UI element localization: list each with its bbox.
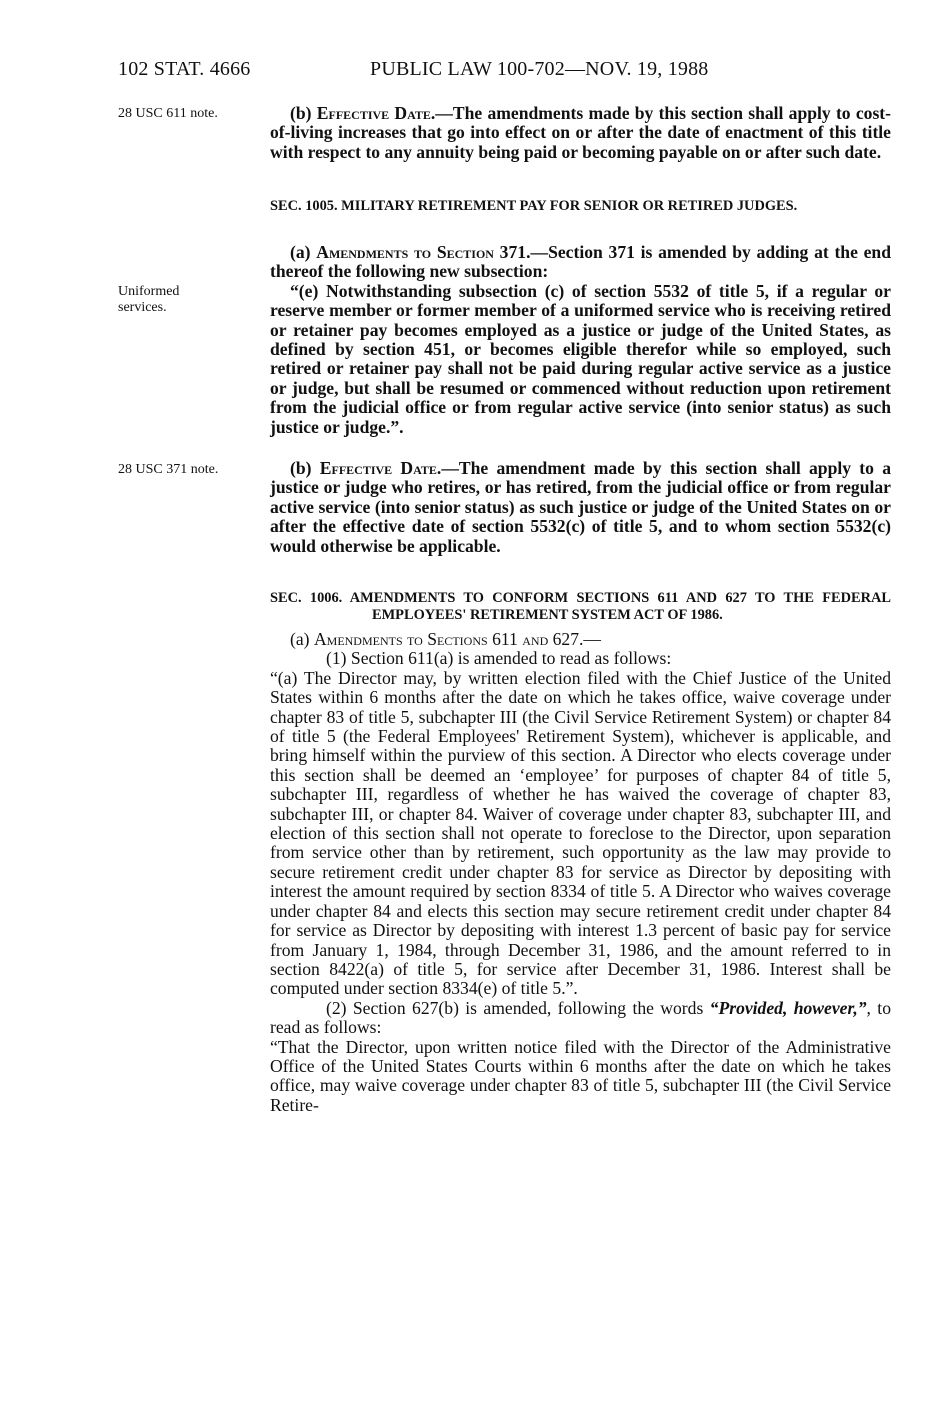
paragraph-text: 371.—Section 371 is amended by adding at the end thereof the following new subsection: [270,242,891,282]
section-heading: SEC. 1005. MILITARY RETIREMENT PAY FOR SENIOR OR RETIRED JUDGES. [270,198,798,214]
margin-note-371: 28 USC 371 note. [118,462,219,477]
margin-note-611: 28 USC 611 note. [118,106,218,121]
quoted-section-627b: “That the Director, upon written notice filed with the Director of the Administrative Office of the United States Courts within 6 months after the date on which he takes office, may waive coverage under chapter 83 of title 5, subchapter III (the Civil Service Retire- [270,1036,891,1115]
paragraph-text: 611 [487,629,523,649]
paragraph-label: (a) [290,629,314,649]
paragraph-caption: Amendments to Sections [313,629,488,649]
margin-note-line: Uniformed [118,284,180,299]
paragraph-text: .—The amendment made by this section shall apply to a justice or judge who retires, or has retired, from the judicial office or from regular active service (into senior status) as such justice or judge of the United States on or after the effective date of section 5532(c) of title 5, and to whom section 5532(c) would otherwise be applicable. [270,458,891,556]
margin-note-uniformed-services [118,284,258,316]
quoted-section-611a: “(a) The Director may, by written election filed with the Chief Justice of the United States within 6 months after the date on which he takes office, waive coverage under chapter 83 of title 5, subchapter III (the Civil Service Retirement System) or chapter 84 of title 5 (the Federal Employees' Retirement System), whichever is applicable, and bring himself within the purview of this section. A Director who elects coverage under this section shall be deemed an ‘employee’ for purposes of chapter 84 of title 5, subchapter III, regardless of whether he has waived the coverage of chapter 83, subchapter III, or chapter 84. Waiver of coverage under chapter 83, subchapter III, and election of this section shall not operate to foreclose to the Director, upon separation from service other than by retirement, such opportunity as the law may provide to secure retirement credit under chapter 83 for service as Director by depositing with interest the amount required by section 8334 of title 5. A Director who waives coverage under chapter 84 and elects this section may secure retirement credit under chapter 84 for service as Director by depositing with interest 1.3 percent of basic pay for service from January 1, 1984, through December 31, 1986, and the amount referred to in section 8422(a) of title 5, for service after December 31, 1986. Interest shall be computed under section 8334(e) of title 5.”. [270,667,891,999]
sec-1005-heading-block [270,198,891,215]
sec-1005-subsection-b [270,459,891,556]
stat-page-number: 102 STAT. 4666 [118,58,251,80]
paragraph-text: 627.— [548,629,602,649]
paragraph-2 [270,999,891,1038]
margin-note-line: services. [118,300,167,315]
effective-date-paragraph-1 [270,104,891,162]
paragraph-caption: Effective Date [316,103,431,123]
paragraph-label: (a) [290,242,317,262]
subsection-a-heading [270,630,891,649]
sec-1006-heading-block [270,590,891,624]
paragraph-caption: Amendments to Section [316,242,494,262]
paragraph-text: .—The amendments made by this section shall apply to cost-of-living increases that go into effect on or after the date of enactment of this title with respect to any annuity being paid or becoming payable on or after such date. [270,103,892,162]
paragraph-1: (1) Section 611(a) is amended to read as follows: [326,648,672,669]
paragraph-text: , to read as follows: [270,997,891,1038]
paragraph-caption: and [522,629,549,649]
sec-1006-body [270,630,891,1115]
quoted-subsection-e: “(e) Notwithstanding subsection (c) of section 5532 of title 5, if a regular or reserve member or former member of a uniformed service who is receiving retired or retainer pay becomes employed as a justice or judge of the United States, as defined by section 451, or becomes eligible therefor while so employed, such retired or retainer pay shall not be paid during regular active service as a justice or judge, but shall be resumed or commenced without reduction upon retirement from the judicial office or from regular active service (into senior status) as such justice or judge.”. [270,280,891,437]
paragraph-label: (b) [290,103,317,123]
paragraph-label: (b) [290,458,320,478]
paragraph-caption: Effective Date [319,458,437,478]
paragraph-text: (2) Section 627(b) is amended, following the words [326,997,710,1018]
italic-quote: “Provided, however,” [709,997,867,1018]
section-heading: SEC. 1006. AMENDMENTS TO CONFORM SECTIONS 611 AND 627 TO THE FEDERAL EMPLOYEES' RETIREMENT SYSTEM ACT OF 1986. [270,590,891,623]
public-law-title: PUBLIC LAW 100-702—NOV. 19, 1988 [370,58,709,80]
sec-1005-subsection-a [270,243,891,437]
